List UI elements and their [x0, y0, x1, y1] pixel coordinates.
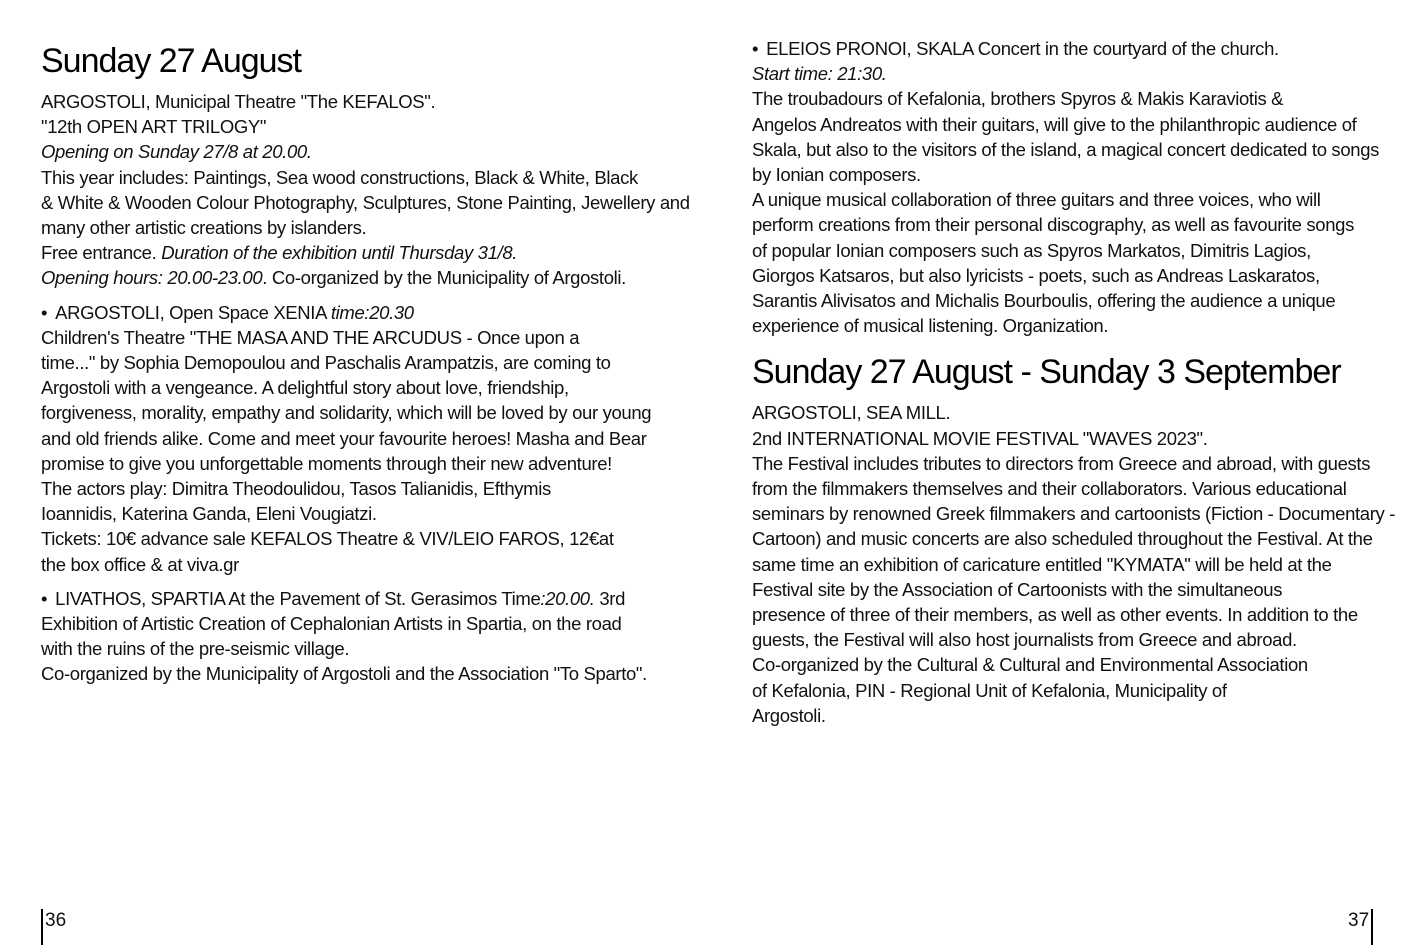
event-line: This year includes: Paintings, Sea wood constructions, Black & White, Black	[41, 166, 638, 188]
event-line: from the filmmakers themselves and their collaborators. Various educational	[752, 478, 1347, 500]
event-line: Tickets: 10€ advance sale KEFALOS Theatre & VIV/LEIO FAROS, 12€at	[41, 528, 614, 550]
event-line: ARGOSTOLI, Municipal Theatre "The KEFALOS".	[41, 91, 436, 112]
text-segment: . Co-organized by the Municipality of Argostoli.	[262, 267, 626, 289]
bullet-icon: •	[752, 38, 759, 59]
event-line: Sarantis Alivisatos and Michalis Bourboulis, offering the audience a unique	[752, 290, 1336, 312]
text-segment: ARGOSTOLI, Open Space XENIA	[55, 301, 331, 323]
event-argostoli-theatre	[41, 89, 690, 291]
text-segment: Opening hours: 20.00-23.00	[41, 267, 263, 289]
text-segment: ELEIOS PRONOI, SKALA Concert in the courtyard of the church.	[766, 38, 1279, 59]
event-line: and old friends alike. Come and meet your favourite heroes! Masha and Bear	[41, 427, 647, 449]
event-line: experience of musical listening. Organization.	[752, 315, 1109, 337]
event-line: promise to give you unforgettable moments through their new adventure!	[41, 452, 612, 474]
event-line: seminars by renowned Greek filmmakers and cartoonists (Fiction - Documentary -	[752, 503, 1396, 525]
text-segment: LIVATHOS, SPARTIA At the Pavement of St. Gerasimos Time	[55, 587, 541, 609]
event-line: Start time: 21:30.	[752, 63, 887, 85]
event-line: presence of three of their members, as well as other events. In addition to the	[752, 604, 1358, 626]
page-number-left: 36	[41, 909, 66, 945]
event-argostoli-xenia	[41, 300, 681, 577]
event-line: perform creations from their personal discography, as well as favourite songs	[752, 214, 1354, 236]
event-line: Co-organized by the Municipality of Argostoli and the Association "To Sparto".	[41, 663, 647, 685]
event-line	[41, 586, 681, 611]
event-line: Cartoon) and music concerts are also scheduled throughout the Festival. At the	[752, 528, 1373, 550]
event-line: A unique musical collaboration of three guitars and three voices, who will	[752, 189, 1321, 211]
event-line: Argostoli.	[752, 704, 826, 726]
right-page	[752, 0, 1402, 946]
event-line: Giorgos Katsaros, but also lyricists - poets, such as Andreas Laskaratos,	[752, 264, 1320, 286]
event-line: ARGOSTOLI, SEA MILL.	[752, 402, 951, 424]
bullet-icon: •	[41, 587, 48, 609]
event-line: The troubadours of Kefalonia, brothers Spyros & Makis Karaviotis &	[752, 88, 1284, 110]
event-line	[41, 265, 681, 290]
event-line: Children's Theatre "THE MASA AND THE ARCUDUS - Once upon a	[41, 326, 580, 348]
event-livathos-spartia	[41, 586, 681, 687]
event-line: Ioannidis, Katerina Ganda, Eleni Vougiatzi.	[41, 503, 377, 525]
right-heading: Sunday 27 August - Sunday 3 September	[752, 353, 1341, 392]
event-argostoli-sea-mill	[752, 400, 1402, 728]
event-line: many other artistic creations by islanders.	[41, 217, 367, 239]
event-line	[752, 36, 1402, 61]
bullet-icon: •	[41, 301, 48, 323]
event-line	[41, 240, 681, 265]
event-line: the box office & at viva.gr	[41, 553, 239, 575]
event-line: 2nd INTERNATIONAL MOVIE FESTIVAL "WAVES 2023".	[752, 427, 1208, 449]
event-line: The Festival includes tributes to directors from Greece and abroad, with guests	[752, 452, 1371, 474]
page-number-right: 37	[1348, 909, 1373, 945]
event-line: of popular Ionian composers such as Spyros Markatos, Dimitris Lagios,	[752, 239, 1311, 261]
event-line: & White & Wooden Colour Photography, Sculptures, Stone Painting, Jewellery and	[41, 191, 690, 213]
event-line: time..." by Sophia Demopoulou and Paschalis Arampatzis, are coming to	[41, 352, 611, 374]
text-segment: 3rd	[594, 587, 626, 609]
event-line: forgiveness, morality, empathy and solidarity, which will be loved by our young	[41, 402, 652, 424]
event-line	[41, 300, 681, 325]
event-line: Co-organized by the Cultural & Cultural and Environmental Association	[752, 654, 1308, 676]
event-line: Argostoli with a vengeance. A delightful story about love, friendship,	[41, 377, 569, 399]
event-line: same time an exhibition of caricature entitled "KYMATA" will be held at the	[752, 553, 1332, 575]
event-line: Angelos Andreatos with their guitars, will give to the philanthropic audience of	[752, 113, 1357, 135]
event-line: by Ionian composers.	[752, 164, 921, 186]
event-line: of Kefalonia, PIN - Regional Unit of Kefalonia, Municipality of	[752, 679, 1227, 701]
text-segment: Duration of the exhibition until Thursday 31/8.	[161, 242, 518, 264]
event-line: guests, the Festival will also host journalists from Greece and abroad.	[752, 629, 1297, 651]
event-line: "12th OPEN ART TRILOGY"	[41, 116, 267, 138]
event-line: Festival site by the Association of Cartoonists with the simultaneous	[752, 578, 1283, 600]
event-line: Exhibition of Artistic Creation of Cephalonian Artists in Spartia, on the road	[41, 613, 622, 635]
text-segment: time:20.30	[330, 301, 414, 323]
text-segment: :20.00.	[540, 587, 595, 609]
event-line: Skala, but also to the visitors of the island, a magical concert dedicated to songs	[752, 138, 1380, 160]
event-eleios-pronoi	[752, 36, 1402, 338]
event-line: Opening on Sunday 27/8 at 20.00.	[41, 141, 312, 163]
left-heading: Sunday 27 August	[41, 42, 302, 80]
event-line: with the ruins of the pre-seismic village.	[41, 638, 350, 660]
left-page	[41, 0, 690, 946]
event-line: The actors play: Dimitra Theodoulidou, Tasos Talianidis, Efthymis	[41, 478, 551, 500]
text-segment: Free entrance.	[41, 242, 162, 264]
